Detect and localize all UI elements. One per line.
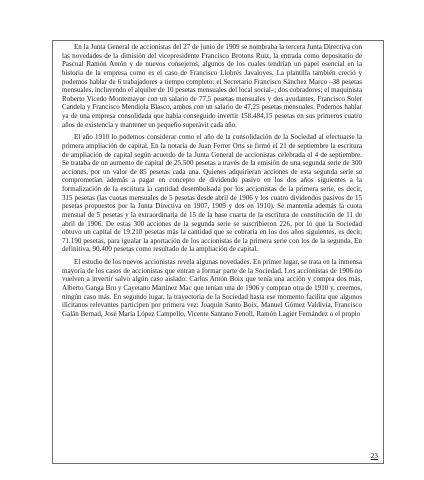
paragraph-3: El estudio de los nuevos accionistas revela algunas novedades. En primer lugar, se trata en la inmensa mayoría de los casos de accionistas que entran a formar parte de la Sociedad. Los accionistas de 1906 no vuelven a invertir salvo algún caso aislado: Carlos Antón Boix que tenía una acción y compra dos más, Alberto Ganga Bru y Cayetano Martínez Mac que tenían una de 1906 y compran otra de 1910 y, creemos, ningún caso más. En segundo lugar, la trayectoria de la Sociedad hasta ese momento facilita que algunos ilicitanos relevantes participen por primera vez: Joaquín Santo Boix, Manuel Gómez Valdivia, Francisco Galán Bernad, José María López Campello, Vicente Santano Fenoll, Ramón Lagier Fernández o el propio — [62, 258, 362, 318]
paragraph-1: En la Junta General de accionistas del 27 de junio de 1909 se nombraba la tercera Junta Directiva con las novedades de la dimisión del vicepresidente Francisco Brotons Ruiz, la entrada como depositario de Pascual Ramón Antón y de nuevos consejeros, algunos de los cuales tendrían un papel esencial en la historia de la empresa como es el caso de Francisco Llobrés Javaloyes. La plantilla también creció y podemos hablar de 6 trabajadores a tiempo completo: el Secretario Francisco Sánchez Marco –38 pesetas mensuales, incluyendo el alquiler de 10 pesetas mensuales del local social–; dos cobradores; el maquinista Roberto Vicedo Montemayor con un salario de 77,5 pesetas mensuales y dos ayudantes, Francisco Soler Candela y Francisco Mendiola Blasco, ambos con un salario de 47,25 pesetas mensuales. Podemos hablar ya de una empresa consolidada que había conseguido invertir 158.484,15 pesetas en sus primeros cuatro años de existencia y mantener un pequeño superávit cada año. — [62, 43, 362, 129]
document-body — [62, 43, 362, 318]
page-number: 23 — [370, 452, 378, 460]
paragraph-2: El año 1910 lo podemos considerar como el año de la consolidación de la Sociedad al efectuarse la primera ampliación de capital. En la notaría de Juan Ferrer Orts se firmó el 21 de septiembre la escritura de ampliación de capital según acuerdo de la Junta General de accionistas celebrada el 4 de septiembre. Se trataba de un aumento de capital de 25.500 pesetas a través de la emisión de una segunda serie de 300 acciones, por un valor de 85 pesetas cada una. Quienes adquirieran acciones de esta segunda serie se comprometían además a pagar en concepto de dividendo pasivo en los dos años siguientes a la formalización de la escritura la cantidad desembolsada por los accionistas de la primera serie, es decir, 315 pesetas (las cuotas mensuales de 5 pesetas desde abril de 1906 y los cuatro dividendos pasivos de 15 pesetas propuestos por la Junta Directiva en 1907, 1909 y dos en 1910). Se mantenía además la cuota mensual de 5 pesetas y la extraordinaria de 15 de la base cuarta de la escritura de constitución de 11 de abril de 1906. De estas 300 acciones de la segunda serie se suscribieron 226, por lo que la Sociedad obtuvo un capital de 19.210 pesetas más la cantidad que se cobraría en los dos años siguientes, es decir, 71.190 pesetas, para igualar la aportación de los accionistas de la primera serie con los de la segunda. En definitiva, 90.400 pesetas como resultado de la ampliación de capital. — [62, 133, 362, 254]
